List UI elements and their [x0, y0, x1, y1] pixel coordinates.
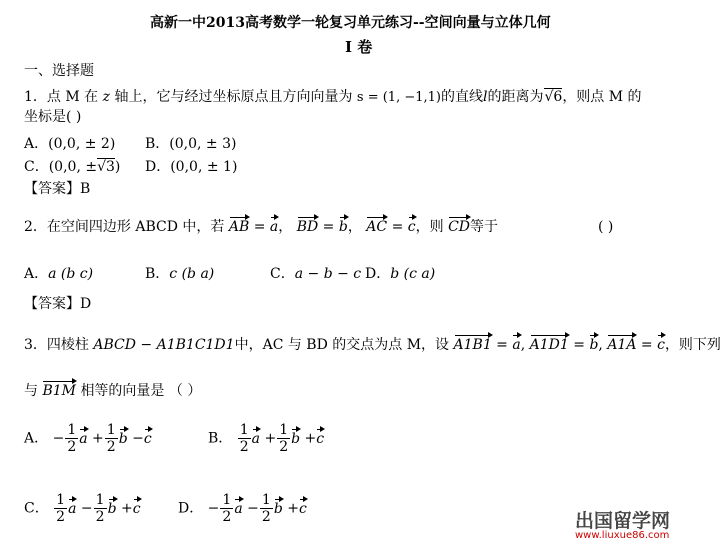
q2-option-a: A．a (b c): [24, 266, 94, 282]
q3-option-a: A． − $\frac{1}{2}$ a + $\frac{1}{2}$ b −c: [24, 422, 152, 455]
watermark-url: www.liuxue86.com: [575, 530, 670, 541]
q1-line2: 坐标是( ): [24, 109, 82, 125]
q1-line1: 1．点 M 在 z 轴上，它与经过坐标原点且方向向量为 s = (1, −1,1)的直线l的距离为√6，则点 M 的: [24, 89, 642, 105]
q3-option-d: D． − $\frac{1}{2}$ a − $\frac{1}{2}$ b +c: [178, 492, 307, 525]
q3-option-b: B． $\frac{1}{2}$ a + $\frac{1}{2}$ b +c: [208, 422, 325, 455]
q2-option-d: D．b (c a): [365, 266, 436, 282]
q2-answer-paren: ( ): [598, 219, 614, 235]
q3-line2: 与 B1M 相等的向量是 （ ）: [24, 383, 202, 399]
q2-answer: 【答案】D: [24, 296, 92, 312]
section-heading: 一、选择题: [24, 63, 94, 79]
document-title: 高新一中2013高考数学一轮复习单元练习--空间向量与立体几何: [150, 15, 551, 31]
q1-option-d: D．(0,0, ± 1): [145, 159, 238, 175]
q1-option-a: A．(0,0, ± 2): [24, 136, 116, 152]
q2-option-b: B．c (b a): [145, 266, 215, 282]
document-subtitle: I 卷: [345, 38, 373, 56]
q1-answer: 【答案】B: [24, 181, 91, 197]
q3-stem: 3．四棱柱 ABCD − A1B1C1D1中，AC 与 BD 的交点为点 M，设 A1B1 = a, A1D1 = b, A1A = c，则下列: [24, 337, 721, 353]
q1-option-c: C．(0,0, ±√3): [24, 159, 121, 175]
q2-option-c: C．a − b − c: [270, 266, 362, 282]
q3-option-c: C． $\frac{1}{2}$ a − $\frac{1}{2}$ b +c: [24, 492, 141, 525]
q1-option-b: B．(0,0, ± 3): [145, 136, 237, 152]
watermark-logo: 出国留学网: [575, 510, 671, 532]
q2-stem: 2．在空间四边形 ABCD 中，若 AB = a， BD = b， AC = c，则 CD等于: [24, 219, 498, 235]
